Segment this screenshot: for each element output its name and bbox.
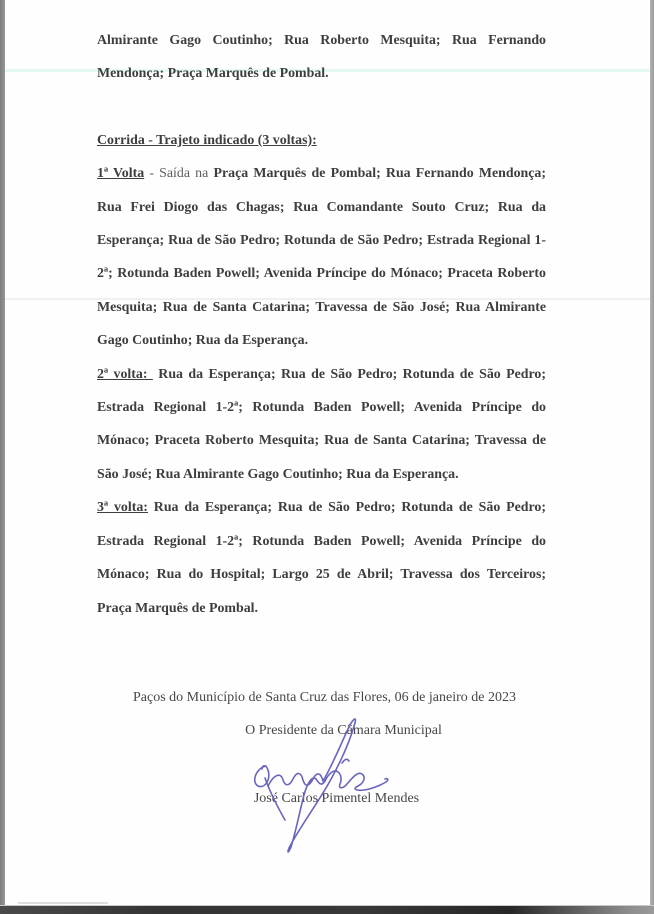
lap-2-route: Rua da Esperança; Rua de São Pedro; Rotunda de São Pedro; Estrada Regional 1-2ª; Rotunda Baden Powell; Avenida Príncipe do Mónaco; Praceta Roberto Mesquita; Rua de Santa Catarina; Travessa de São José; Rua Almirante Gago Coutinho; Rua da Esperança. — [97, 366, 546, 482]
document-body — [97, 24, 546, 625]
scan-edge-right — [650, 0, 654, 914]
scan-edge-left — [0, 0, 5, 914]
lap-3-paragraph — [97, 491, 546, 625]
scan-artifact-streak — [18, 902, 108, 904]
section-heading-text: Corrida - Trajeto indicado (3 voltas): — [97, 132, 317, 148]
lap-3-label: 3ª volta: — [97, 500, 148, 516]
lap-2-label: 2ª volta: — [97, 366, 153, 382]
lap-3-route: Rua da Esperança; Rua de São Pedro; Rotunda de São Pedro; Estrada Regional 1-2ª; Rotunda Baden Powell; Avenida Príncipe do Mónaco; Rua do Hospital; Largo 25 de Abril; Travessa dos Terceiros; Praça Marquês de Pombal. — [97, 500, 546, 616]
lap-2-paragraph — [97, 358, 546, 492]
signatory-name: José Carlos Pimentel Mendes — [253, 791, 420, 806]
lap-1-route: Praça Marquês de Pombal; Rua Fernando Mendonça; Rua Frei Diogo das Chagas; Rua Comandante Souto Cruz; Rua da Esperança; Rua de São Pedro; Rotunda de São Pedro; Estrada Regional 1-2ª; Rotunda Baden Powell; Avenida Príncipe do Mónaco; Praceta Roberto Mesquita; Rua de Santa Catarina; Travessa de São José; Rua Almirante Gago Coutinho; Rua da Esperança. — [97, 166, 546, 349]
signatory-title: O Presidente da Câmara Municipal — [245, 723, 442, 738]
scan-edge-bottom — [0, 905, 654, 914]
lap-1-paragraph — [97, 157, 546, 357]
lap-1-connector: - Saída na — [144, 166, 214, 182]
route-continuation-text: Almirante Gago Coutinho; Rua Roberto Mesquita; Rua Fernando Mendonça; Praça Marquês de Pombal. — [97, 33, 546, 82]
place-date-line: Paços do Município de Santa Cruz das Flores, 06 de janeiro de 2023 — [133, 690, 516, 705]
route-continuation-paragraph — [97, 24, 546, 91]
document-footer — [97, 688, 546, 809]
lap-1-label: 1ª Volta — [97, 166, 145, 182]
section-heading — [97, 124, 546, 157]
